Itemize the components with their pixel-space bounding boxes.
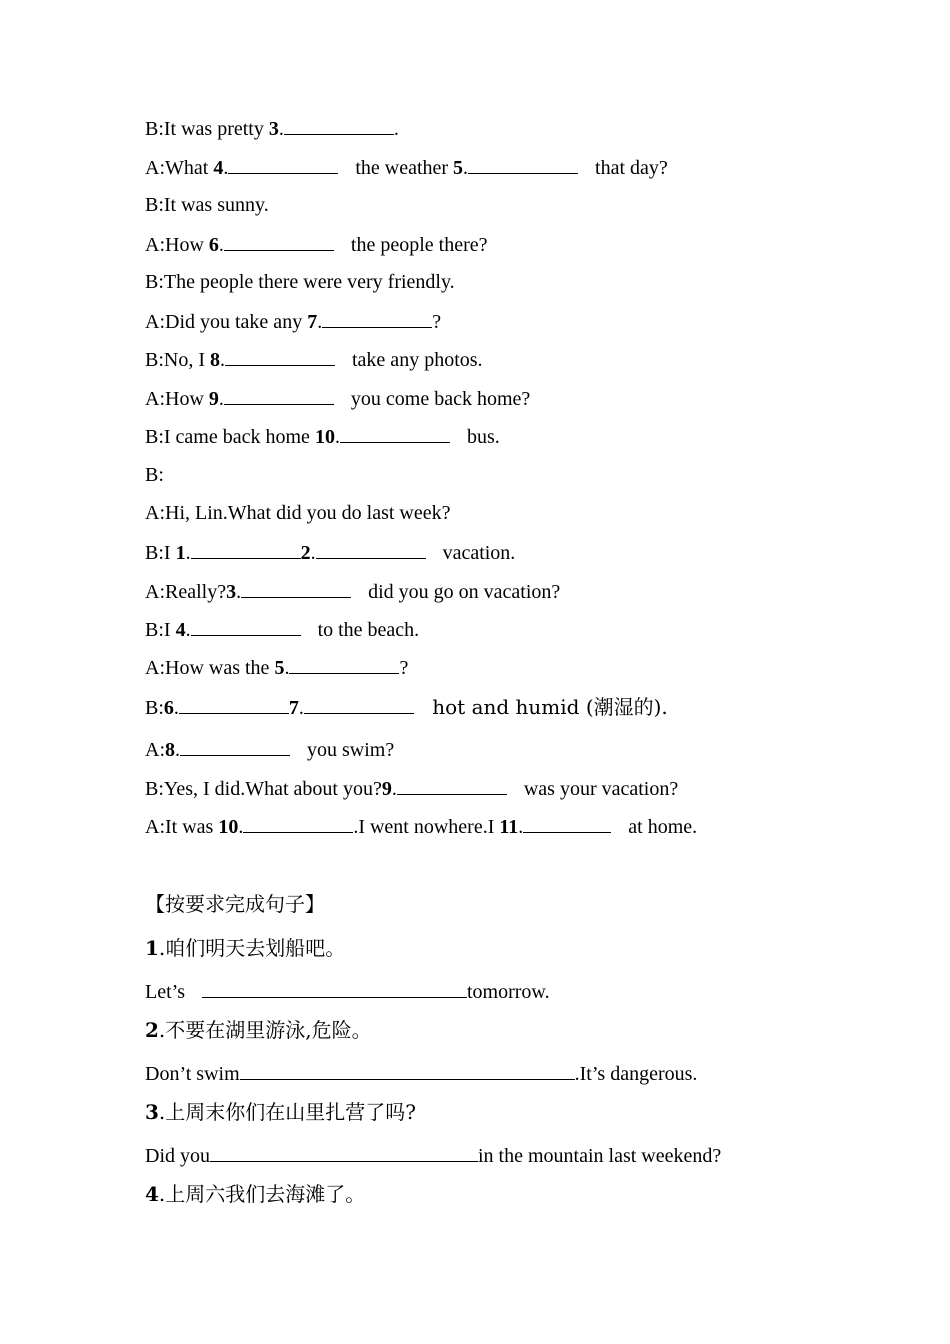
answer-blank[interactable] bbox=[240, 1061, 575, 1080]
text: A:How bbox=[145, 234, 209, 256]
text: .咱们明天去划船吧。 bbox=[158, 936, 346, 960]
dialogue2-line-3: A:Really?3. did you go on vacation? bbox=[145, 581, 561, 603]
question-4-chinese bbox=[145, 1182, 365, 1206]
text: at home. bbox=[623, 816, 698, 838]
dialogue2-line-2: B:I 1. 2. vacation. bbox=[145, 542, 516, 564]
blank-number: 4 bbox=[213, 157, 224, 179]
text: B:I came back home bbox=[145, 426, 315, 448]
text: A:Did you take any bbox=[145, 311, 308, 333]
dialogue1-line-7: B:No, I 8. take any photos. bbox=[145, 349, 483, 371]
text: the weather bbox=[350, 157, 454, 179]
text: A: bbox=[145, 739, 165, 761]
question-3-chinese bbox=[145, 1100, 416, 1124]
text: A:How bbox=[145, 388, 209, 410]
text: in the mountain last weekend? bbox=[478, 1145, 722, 1167]
text: did you go on vacation? bbox=[363, 581, 561, 603]
text: A:Really? bbox=[145, 581, 227, 603]
blank-number: 2 bbox=[300, 542, 311, 564]
text: A:How was the bbox=[145, 657, 275, 679]
text: ? bbox=[432, 311, 442, 333]
dialogue2-label: B: bbox=[145, 464, 164, 486]
answer-blank[interactable] bbox=[243, 814, 353, 833]
answer-blank[interactable] bbox=[340, 424, 450, 443]
text: Let’s bbox=[145, 981, 190, 1003]
blank-number: 7 bbox=[307, 311, 318, 333]
answer-blank[interactable] bbox=[284, 116, 394, 135]
dialogue1-line-5: B:The people there were very friendly. bbox=[145, 271, 455, 293]
blank-number: 4 bbox=[175, 619, 186, 641]
answer-blank[interactable] bbox=[224, 386, 334, 405]
question-3-english bbox=[145, 1143, 721, 1168]
question-2-english bbox=[145, 1061, 697, 1086]
blank-number: 3 bbox=[226, 581, 237, 603]
text: .I went nowhere.I bbox=[353, 816, 500, 838]
answer-blank[interactable] bbox=[397, 776, 507, 795]
answer-blank[interactable] bbox=[228, 155, 338, 174]
text: that day? bbox=[590, 157, 668, 179]
answer-blank[interactable] bbox=[179, 695, 289, 714]
blank-number: 3 bbox=[268, 118, 279, 140]
question-1-english bbox=[145, 979, 550, 1004]
dialogue2-line-8: B:Yes, I did.What about you?9. was your vacation? bbox=[145, 778, 679, 800]
question-1-chinese bbox=[145, 936, 345, 960]
blank-number: 5 bbox=[453, 157, 464, 179]
blank-number: 11 bbox=[499, 816, 519, 838]
text: was your vacation? bbox=[518, 778, 679, 800]
text: .不要在湖里游泳,危险。 bbox=[158, 1018, 372, 1042]
question-number: 2 bbox=[145, 1018, 159, 1042]
answer-blank[interactable] bbox=[224, 232, 334, 251]
dialogue1-line-8: A:How 9. you come back home? bbox=[145, 388, 531, 410]
dialogue1-line-1: B:It was pretty 3. . bbox=[145, 118, 399, 140]
answer-blank[interactable] bbox=[225, 347, 335, 366]
text: .上周末你们在山里扎营了吗? bbox=[158, 1100, 417, 1124]
dialogue1-line-6: A:Did you take any 7. ? bbox=[145, 311, 442, 333]
dialogue2-line-5: A:How was the 5. ? bbox=[145, 657, 409, 679]
dialogue1-line-2: A:What 4. the weather 5. that day? bbox=[145, 157, 668, 179]
question-number: 4 bbox=[145, 1182, 159, 1206]
text: Did you bbox=[145, 1145, 210, 1167]
answer-blank[interactable] bbox=[202, 979, 467, 998]
dialogue1-line-9: B:I came back home 10. bus. bbox=[145, 426, 500, 448]
text: to the beach. bbox=[312, 619, 420, 641]
dialogue2-line-1: A:Hi, Lin.What did you do last week? bbox=[145, 502, 451, 524]
dialogue1-line-4: A:How 6. the people there? bbox=[145, 234, 488, 256]
text: . bbox=[393, 118, 399, 140]
text: the people there? bbox=[345, 234, 488, 256]
text: bus. bbox=[461, 426, 500, 448]
blank-number: 1 bbox=[175, 542, 186, 564]
dialogue2-line-4: B:I 4. to the beach. bbox=[145, 619, 420, 641]
dialogue2-line-7: A:8. you swim? bbox=[145, 739, 395, 761]
text: Don’t swim bbox=[145, 1063, 240, 1085]
text: B:I bbox=[145, 619, 176, 641]
answer-blank[interactable] bbox=[180, 737, 290, 756]
text: .上周六我们去海滩了。 bbox=[158, 1182, 366, 1206]
blank-number: 10 bbox=[218, 816, 239, 838]
text: hot and humid (潮湿的). bbox=[425, 695, 668, 719]
text: B:It was pretty bbox=[145, 118, 269, 140]
section-heading: 【按要求完成句子】 bbox=[145, 892, 325, 916]
dialogue2-line-9: A:It was 10. .I went nowhere.I 11. at home. bbox=[145, 816, 698, 838]
text: vacation. bbox=[437, 542, 516, 564]
text: A:What bbox=[145, 157, 214, 179]
text: .It’s dangerous. bbox=[574, 1063, 698, 1085]
text: B:I bbox=[145, 542, 176, 564]
blank-number: 8 bbox=[210, 349, 220, 371]
blank-number: 10 bbox=[314, 426, 335, 448]
answer-blank[interactable] bbox=[468, 155, 578, 174]
text: B:No, I bbox=[145, 349, 210, 371]
text: B:Yes, I did.What about you? bbox=[145, 778, 382, 800]
blank-number: 9 bbox=[208, 388, 219, 410]
dialogue1-line-3: B:It was sunny. bbox=[145, 194, 269, 216]
text: A:It was bbox=[145, 816, 219, 838]
blank-number: 8 bbox=[165, 739, 175, 761]
answer-blank[interactable] bbox=[289, 655, 399, 674]
blank-number: 5 bbox=[274, 657, 285, 679]
text: ? bbox=[399, 657, 409, 679]
text: take any photos. bbox=[347, 349, 483, 371]
blank-number: 6 bbox=[163, 697, 174, 719]
text: B: bbox=[145, 697, 164, 719]
question-number: 3 bbox=[145, 1100, 159, 1124]
answer-blank[interactable] bbox=[316, 540, 426, 559]
answer-blank[interactable] bbox=[241, 579, 351, 598]
blank-number: 6 bbox=[208, 234, 219, 256]
blank-number: 9 bbox=[381, 778, 392, 800]
blank-number: 7 bbox=[288, 697, 299, 719]
answer-blank[interactable] bbox=[304, 695, 414, 714]
question-number: 1 bbox=[145, 936, 159, 960]
answer-blank[interactable] bbox=[191, 617, 301, 636]
text: tomorrow. bbox=[467, 981, 550, 1003]
answer-blank[interactable] bbox=[322, 309, 432, 328]
text: you come back home? bbox=[345, 388, 531, 410]
dialogue2-line-6: B:6. 7. hot and humid (潮湿的). bbox=[145, 695, 668, 719]
answer-blank[interactable] bbox=[210, 1143, 478, 1162]
question-2-chinese bbox=[145, 1018, 372, 1042]
answer-blank[interactable] bbox=[191, 540, 301, 559]
answer-blank[interactable] bbox=[523, 814, 611, 833]
text: you swim? bbox=[302, 739, 395, 761]
